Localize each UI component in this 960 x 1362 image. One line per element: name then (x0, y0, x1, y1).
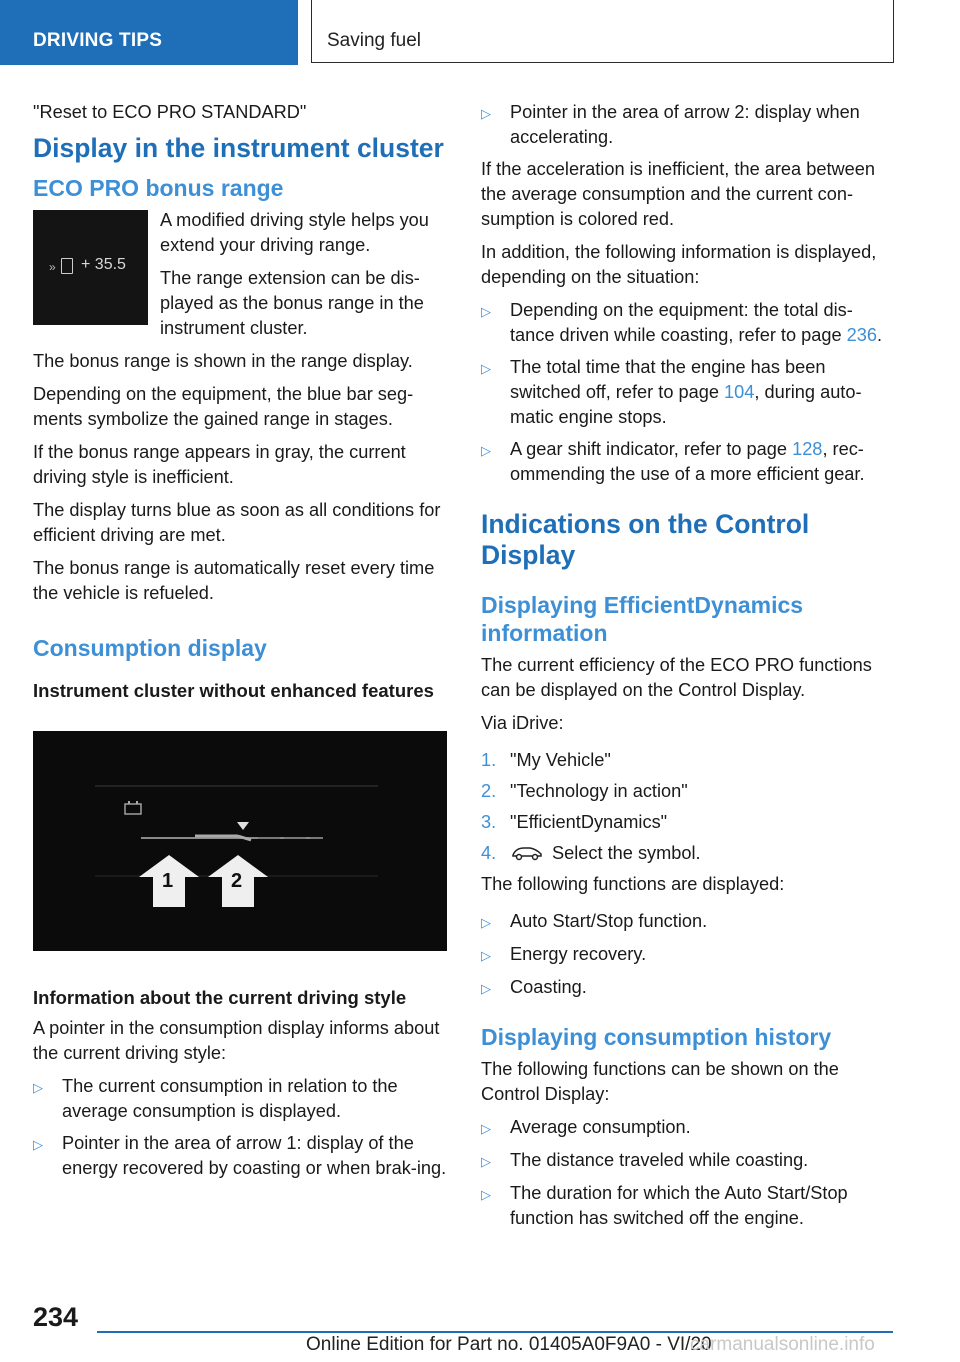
bonus-range-image (33, 210, 148, 325)
triangle-right-icon: ▷ (481, 443, 491, 458)
consumption-display-image (33, 731, 447, 951)
para-addition: In addition, the following information is displayed, depending on the situation: (481, 242, 877, 287)
heading-efficientdynamics: Displaying EfficientDynamics information (481, 592, 804, 646)
list-item: ▷ Average consumption. (481, 1115, 895, 1141)
list-item: ▷ Depending on the equipment: the total dis‐tance driven while coasting, refer to page 236. (481, 298, 895, 348)
triangle-right-icon: ▷ (481, 948, 491, 963)
list-item: ▷ Pointer in the area of arrow 1: display of the energy recovered by coasting or when brak‐ing. (33, 1131, 447, 1181)
heading-control-display: Indications on the Control Display (481, 509, 810, 570)
arrow-1-label: 1 (162, 870, 174, 892)
double-chevron-icon: » (49, 260, 56, 274)
triangle-right-icon: ▷ (481, 1154, 491, 1169)
left-column (33, 100, 447, 1188)
heading-consumption-display: Consumption display (33, 635, 267, 661)
battery-icon (125, 801, 141, 814)
list-item: ▷ The current consumption in relation to the average consumption is displayed. (33, 1074, 447, 1124)
header-topic-label: Saving fuel (327, 30, 422, 51)
triangle-right-icon: ▷ (481, 106, 491, 121)
para-auto-reset: The bonus range is automatically reset every time the vehicle is refueled. (33, 558, 435, 603)
heading-cluster-without-enhanced: Instrument cluster without enhanced features (33, 680, 434, 701)
heading-consumption-history: Displaying consumption history (481, 1024, 832, 1050)
list-item: ▷ Pointer in the area of arrow 2: display when accelerating. (481, 100, 895, 150)
list-item: ▷ The duration for which the Auto Start/Stop function has switched off the engine. (481, 1181, 895, 1231)
header-topic-box (311, 0, 894, 63)
para-via-idrive: Via iDrive: (481, 713, 564, 733)
para-gray: If the bonus range appears in gray, the current driving style is inefficient. (33, 442, 406, 487)
list-item: 1. "My Vehicle" (481, 750, 611, 770)
triangle-right-icon: ▷ (33, 1080, 43, 1095)
para-pointer: A pointer in the consumption display informs about the current driving style: (33, 1018, 440, 1063)
triangle-right-icon: ▷ (481, 304, 491, 319)
list-item: 3. "EfficientDynamics" (481, 812, 668, 832)
list-item: ▷ Energy recovery. (481, 942, 895, 968)
list-item: ▷ Auto Start/Stop function. (481, 909, 895, 935)
heading-driving-style-info: Information about the current driving style (33, 987, 407, 1008)
triangle-right-icon: ▷ (481, 1121, 491, 1136)
car-icon (510, 843, 544, 863)
page-link-104[interactable]: 104 (724, 382, 755, 402)
bonus-range-block (33, 208, 447, 349)
heading-bonus-range: ECO PRO bonus range (33, 175, 284, 201)
bonus-para-2: The range extension can be dis‐played as the bonus range in the instrument cluster. (160, 268, 424, 338)
triangle-right-icon: ▷ (481, 361, 491, 376)
list-item: ▷ A gear shift indicator, refer to page 128, rec‐ommending the use of a more efficient gear. (481, 437, 895, 487)
heading-display-cluster: Display in the instrument cluster (33, 133, 444, 163)
bonus-para-1: A modified driving style helps you extend your driving range. (160, 210, 429, 255)
header-section-tab (0, 0, 298, 65)
para-range-shown: The bonus range is shown in the range display. (33, 351, 413, 371)
right-column (481, 100, 895, 1238)
page-link-128[interactable]: 128 (792, 439, 823, 459)
page-link-236[interactable]: 236 (846, 325, 878, 345)
para-history: The following functions can be shown on the Control Display: (481, 1059, 839, 1104)
fuel-pump-icon (61, 258, 73, 274)
para-current-efficiency: The current efficiency of the ECO PRO functions can be displayed on the Control Display. (481, 655, 872, 700)
list-item: ▷ The distance traveled while coasting. (481, 1148, 895, 1174)
list-item: ▷ Coasting. (481, 975, 895, 1001)
bonus-range-value: + 35.5 (81, 256, 126, 273)
watermark: carmanualsonline.info (690, 1334, 875, 1355)
para-inefficient: If the acceleration is inefficient, the area between the average consumption and the current con‐sumption is colored red. (481, 159, 875, 229)
header-section-label: DRIVING TIPS (33, 30, 163, 51)
footer-edition: Online Edition for Part no. 01405A0F9A0 - VI/20 (306, 1334, 712, 1355)
consumption-pointer-icon (237, 822, 249, 830)
footer-rule (97, 1331, 893, 1333)
arrow-2-label: 2 (231, 870, 243, 892)
page-number: 234 (33, 1302, 79, 1332)
list-item: 2. "Technology in action" (481, 781, 688, 801)
list-item: ▷ The total time that the engine has been switched off, refer to page 104, during auto‐matic engine stops. (481, 355, 895, 430)
triangle-right-icon: ▷ (481, 981, 491, 996)
triangle-right-icon: ▷ (481, 915, 491, 930)
reset-text: "Reset to ECO PRO STANDARD" (33, 102, 307, 122)
para-functions-displayed: The following functions are displayed: (481, 874, 785, 894)
triangle-right-icon: ▷ (33, 1137, 43, 1152)
para-blue: The display turns blue as soon as all conditions for efficient driving are met. (33, 500, 441, 545)
triangle-right-icon: ▷ (481, 1187, 491, 1202)
list-item: 4. Select the symbol. (481, 843, 701, 863)
para-bar-segments: Depending on the equipment, the blue bar seg‐ments symbolize the gained range in stages. (33, 384, 414, 429)
